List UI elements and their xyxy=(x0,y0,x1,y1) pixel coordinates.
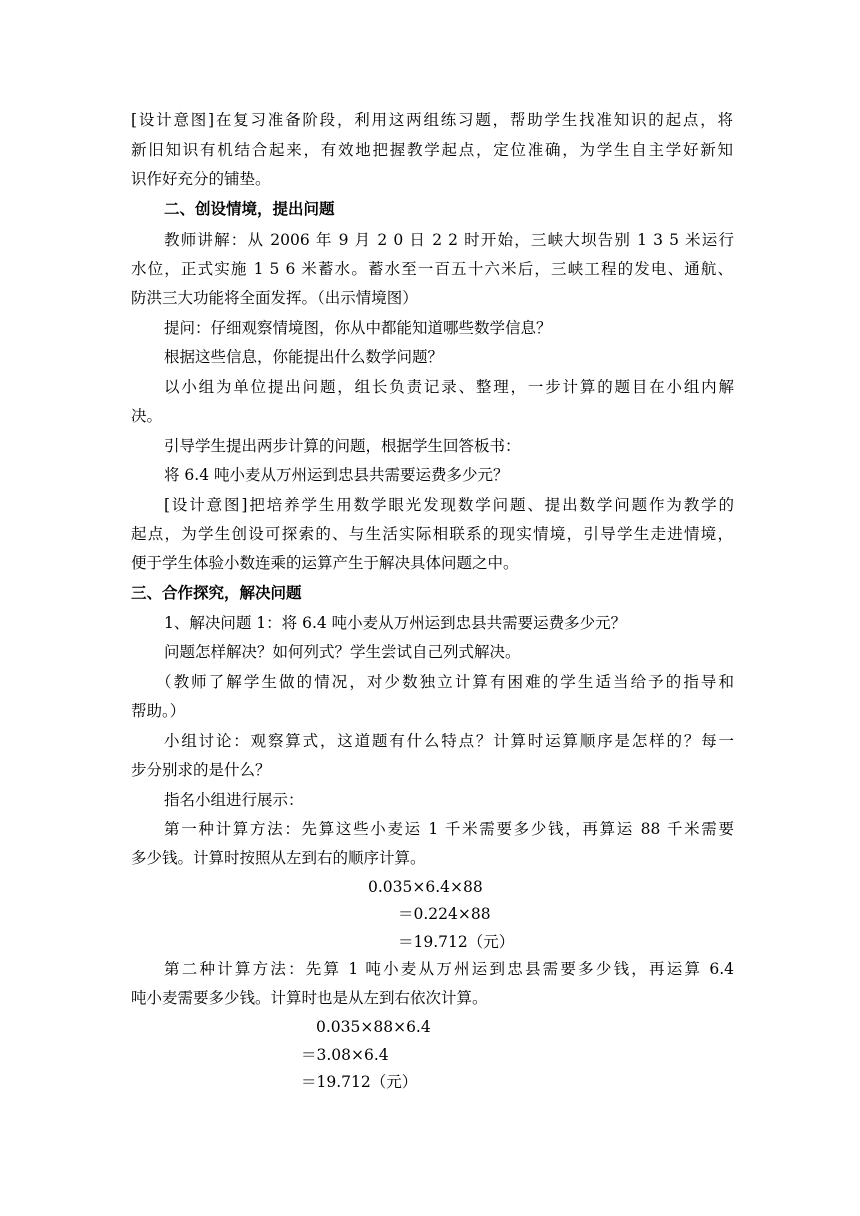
method-one-calculation-2: ＝0.224×88 xyxy=(398,905,491,923)
design-intent-2-line-1: [设计意图]把培养学生用数学眼光发现数学问题、提出数学问题作为教学的 xyxy=(164,496,734,514)
method-one-line-2: 多少钱。计算时按照从左到右的顺序计算。 xyxy=(131,849,426,867)
method-two-line-1: 第二种计算方法：先算 1 吨小麦从万州运到忠县需要多少钱，再运算 6.4 xyxy=(164,960,734,978)
how-to-solve-line: 问题怎样解决？如何列式？学生尝试自己列式解决。 xyxy=(164,643,521,661)
teacher-explanation-line-2: 水位，正式实施 1 5 6 米蓄水。蓄水至一百五十六米后，三峡工程的发电、通航、 xyxy=(131,260,733,278)
method-two-calculation-3: ＝19.712（元） xyxy=(301,1073,418,1091)
raise-question-line: 根据这些信息，你能提出什么数学问题？ xyxy=(164,348,444,366)
group-work-line-1: 以小组为单位提出问题，组长负责记录、整理，一步计算的题目在小组内解 xyxy=(164,378,734,396)
method-one-calculation-3: ＝19.712（元） xyxy=(398,933,515,951)
method-two-line-2: 吨小麦需要多少钱。计算时也是从左到右依次计算。 xyxy=(131,989,488,1007)
group-presentation-line: 指名小组进行展示： xyxy=(164,791,304,809)
section-two-heading: 二、创设情境，提出问题 xyxy=(164,200,335,218)
design-intent-1-line-1: [设计意图]在复习准备阶段，利用这两组练习题，帮助学生找准知识的起点，将 xyxy=(131,111,733,129)
question-prompt-line: 提问：仔细观察情境图，你从中都能知道哪些数学信息？ xyxy=(164,319,552,337)
method-one-line-1: 第一种计算方法：先算这些小麦运 1 千米需要多少钱，再算运 88 千米需要 xyxy=(164,820,734,838)
design-intent-1-line-3: 识作好充分的铺垫。 xyxy=(131,170,271,188)
method-two-calculation-1: 0.035×88×6.4 xyxy=(316,1018,431,1036)
solve-problem-line: 1、解决问题 1：将 6.4 吨小麦从万州运到忠县共需要运费多少元？ xyxy=(164,614,627,632)
group-discussion-line-1: 小组讨论：观察算式，这道题有什么特点？计算时运算顺序是怎样的？每一 xyxy=(164,732,734,750)
teacher-explanation-line-1: 教师讲解：从 2006 年 9 月 2 0 日 2 2 时开始，三峡大坝告别 1 3 5 米运行 xyxy=(164,231,734,249)
group-discussion-line-2: 步分别求的是什么？ xyxy=(131,761,271,779)
method-two-calculation-2: ＝3.08×6.4 xyxy=(301,1046,389,1064)
section-three-heading: 三、合作探究，解决问题 xyxy=(131,584,302,602)
design-intent-2-line-3: 便于学生体验小数连乘的运算产生于解决具体问题之中。 xyxy=(131,554,519,572)
board-question-line: 将 6.4 吨小麦从万州运到忠县共需要运费多少元？ xyxy=(164,466,509,484)
design-intent-1-line-2: 新旧知识有机结合起来，有效地把握教学起点，定位准确，为学生自主学好新知 xyxy=(131,141,733,159)
group-work-line-2: 决。 xyxy=(131,407,163,425)
method-one-calculation-1: 0.035×6.4×88 xyxy=(368,878,483,896)
teacher-note-line-1: （教师了解学生做的情况，对少数独立计算有困难的学生适当给予的指导和 xyxy=(156,673,734,691)
teacher-note-line-2: 帮助。） xyxy=(131,702,186,720)
design-intent-2-line-2: 起点，为学生创设可探索的、与生活实际相联系的现实情境，引导学生走进情境， xyxy=(131,525,733,543)
teacher-explanation-line-3: 防洪三大功能将全面发挥。（出示情境图） xyxy=(131,289,418,307)
guide-question-line: 引导学生提出两步计算的问题，根据学生回答板书： xyxy=(164,437,521,455)
